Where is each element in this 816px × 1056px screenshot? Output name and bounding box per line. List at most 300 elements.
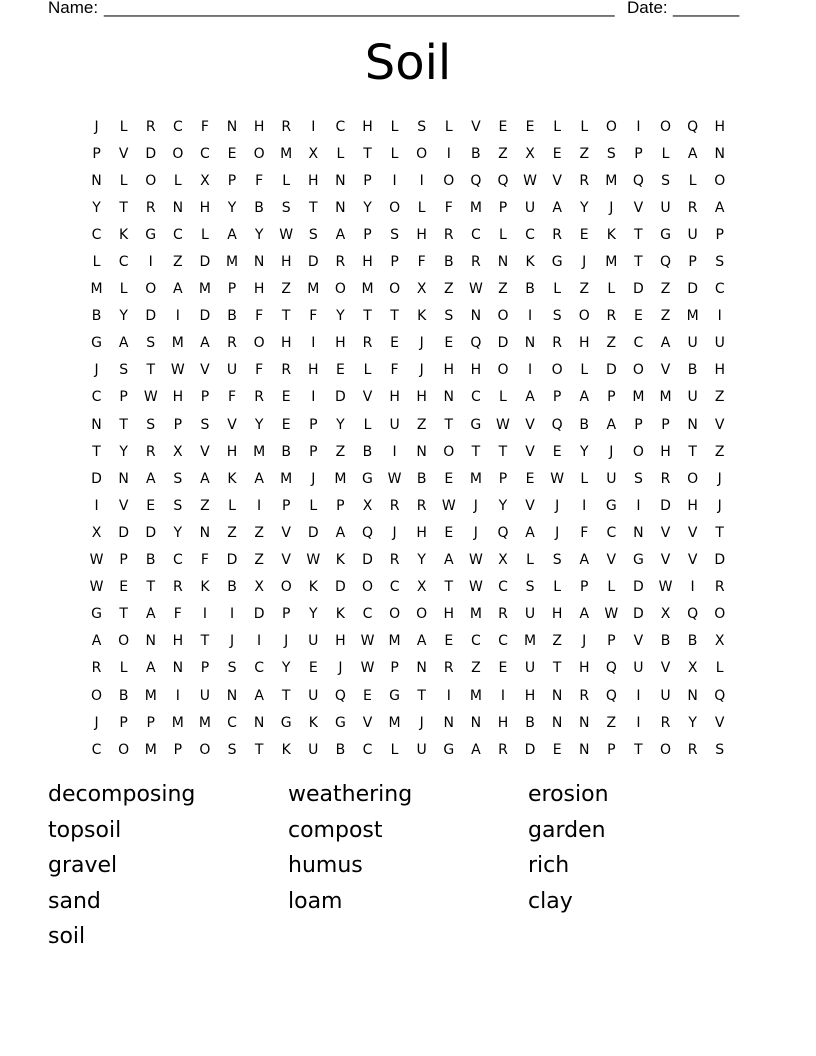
grid-letter: O <box>416 145 428 162</box>
grid-letter: W <box>170 362 185 379</box>
grid-letter: R <box>660 470 671 487</box>
grid-letter: B <box>579 416 590 433</box>
grid-letter: R <box>362 335 373 352</box>
grid-letter: J <box>94 118 99 135</box>
grid-letter: I <box>446 687 451 704</box>
grid-letter: Z <box>579 145 590 162</box>
grid-letter: H <box>308 362 319 379</box>
grid-letter: M <box>686 308 699 325</box>
grid-letter: R <box>443 660 454 677</box>
grid-letter: R <box>281 118 292 135</box>
grid-letter: Q <box>334 687 346 704</box>
grid-letter: D <box>145 145 157 162</box>
grid-letter: S <box>715 741 725 758</box>
grid-letter: A <box>525 524 535 541</box>
grid-letter: I <box>446 145 451 162</box>
grid-letter: W <box>441 497 456 514</box>
grid-letter: W <box>143 389 158 406</box>
grid-letter: J <box>419 335 424 352</box>
grid-letter: Y <box>498 497 508 514</box>
grid-letter: G <box>280 714 292 731</box>
word-list-item: erosion <box>528 782 609 807</box>
grid-letter: U <box>308 741 319 758</box>
grid-letter: A <box>660 335 671 352</box>
word-list <box>48 780 768 958</box>
grid-letter: V <box>660 362 671 379</box>
grid-letter: I <box>717 308 722 325</box>
grid-letter: I <box>94 497 99 514</box>
grid-letter: O <box>145 281 157 298</box>
word-list-item: sand <box>48 888 101 914</box>
grid-letter: N <box>687 416 698 433</box>
grid-letter: Y <box>254 416 264 433</box>
grid-letter: N <box>714 145 725 162</box>
grid-letter: H <box>714 118 725 135</box>
grid-letter: M <box>225 254 239 271</box>
grid-letter: Q <box>470 172 482 189</box>
grid-letter: H <box>280 254 292 271</box>
grid-letter: U <box>633 660 644 677</box>
grid-letter: T <box>688 443 697 460</box>
grid-letter: V <box>200 362 210 379</box>
grid-letter: T <box>119 606 128 623</box>
grid-letter: R <box>145 118 156 135</box>
grid-letter: R <box>498 741 508 758</box>
grid-letter: I <box>257 497 262 514</box>
grid-letter: A <box>145 660 156 677</box>
name-blank-line[interactable]: ______________________________________________________ <box>104 0 615 17</box>
grid-letter: V <box>362 714 373 731</box>
grid-letter: Q <box>632 172 644 189</box>
grid-letter: N <box>524 335 536 352</box>
grid-letter: W <box>279 226 294 243</box>
grid-letter: T <box>281 687 291 704</box>
grid-letter: X <box>714 633 725 650</box>
grid-letter: L <box>282 172 291 189</box>
grid-letter: S <box>661 172 670 189</box>
grid-letter: M <box>307 281 320 298</box>
grid-letter: A <box>416 633 427 650</box>
grid-letter: J <box>392 524 397 541</box>
grid-letter: M <box>171 335 184 352</box>
grid-row <box>83 248 734 275</box>
grid-letter: N <box>416 660 427 677</box>
grid-letter: M <box>90 281 103 298</box>
grid-letter: D <box>145 524 157 541</box>
grid-letter: I <box>202 606 207 623</box>
grid-letter: T <box>417 687 426 704</box>
grid-letter: O <box>605 118 617 135</box>
grid-letter: I <box>690 579 695 596</box>
grid-letter: M <box>632 389 645 406</box>
grid-letter: W <box>360 660 375 677</box>
grid-letter: P <box>119 714 128 731</box>
grid-letter: D <box>118 524 130 541</box>
grid-letter: E <box>227 145 237 162</box>
grid-letter: H <box>660 443 671 460</box>
grid-letter: A <box>254 470 264 487</box>
grid-letter: U <box>524 199 536 216</box>
grid-letter: T <box>444 579 454 596</box>
grid-letter: X <box>660 606 671 623</box>
grid-letter: O <box>253 335 265 352</box>
grid-letter: N <box>633 524 644 541</box>
grid-letter: U <box>416 741 427 758</box>
grid-letter: S <box>119 362 129 379</box>
grid-letter: Y <box>119 443 128 460</box>
grid-letter: U <box>687 226 698 243</box>
grid-letter: A <box>579 552 590 569</box>
grid-letter: J <box>582 633 587 650</box>
grid-letter: O <box>660 741 672 758</box>
word-list-item: topsoil <box>48 817 122 843</box>
grid-letter: P <box>173 741 183 758</box>
grid-letter: M <box>659 389 672 406</box>
grid-letter: Q <box>361 524 373 541</box>
grid-letter: E <box>525 118 535 135</box>
grid-letter: D <box>91 470 102 487</box>
grid-row <box>83 113 734 140</box>
grid-letter: D <box>497 335 509 352</box>
grid-letter: G <box>470 416 482 433</box>
grid-letter: V <box>660 660 671 677</box>
grid-letter: L <box>499 226 507 243</box>
grid-letter: W <box>496 416 510 433</box>
grid-letter: S <box>552 308 562 325</box>
grid-letter: P <box>715 226 724 243</box>
grid-letter: V <box>525 497 535 514</box>
grid-row <box>83 276 734 303</box>
grid-letter: Y <box>417 552 426 569</box>
grid-letter: L <box>553 579 562 596</box>
grid-letter: A <box>145 470 156 487</box>
grid-letter: M <box>388 714 401 731</box>
grid-letter: D <box>633 281 644 298</box>
grid-letter: I <box>392 443 397 460</box>
grid-letter: R <box>281 362 292 379</box>
grid-letter: C <box>633 335 644 352</box>
grid-letter: P <box>281 606 291 623</box>
grid-letter: H <box>551 606 563 623</box>
grid-letter: Y <box>688 714 697 731</box>
grid-letter: R <box>687 741 698 758</box>
grid-letter: E <box>335 362 345 379</box>
grid-letter: H <box>443 362 455 379</box>
grid-letter: J <box>717 497 722 514</box>
grid-letter: T <box>309 199 318 216</box>
grid-letter: J <box>284 633 289 650</box>
grid-letter: M <box>469 470 482 487</box>
grid-letter: A <box>254 687 264 704</box>
grid-letter: I <box>257 633 262 650</box>
grid-letter: C <box>714 281 725 298</box>
grid-letter: N <box>335 172 346 189</box>
grid-letter: M <box>280 470 293 487</box>
grid-letter: S <box>606 145 616 162</box>
grid-letter: I <box>636 497 641 514</box>
grid-letter: K <box>525 254 535 271</box>
grid-letter: E <box>281 389 291 406</box>
grid-letter: N <box>551 687 563 704</box>
grid-letter: P <box>607 633 616 650</box>
grid-letter: I <box>500 687 506 704</box>
grid-letter: G <box>605 497 617 514</box>
grid-letter: P <box>119 552 128 569</box>
word-list-item: compost <box>288 817 383 843</box>
grid-letter: H <box>335 335 346 352</box>
grid-letter: B <box>660 633 671 650</box>
grid-letter: C <box>362 606 373 623</box>
grid-letter: N <box>172 660 184 677</box>
grid-letter: X <box>91 524 102 541</box>
grid-letter: L <box>607 579 616 596</box>
grid-letter: F <box>200 552 209 569</box>
grid-letter: R <box>470 254 481 271</box>
grid-letter: D <box>145 308 157 325</box>
grid-letter: H <box>443 606 455 623</box>
grid-letter: A <box>714 199 725 216</box>
grid-letter: L <box>580 118 589 135</box>
grid-letter: Q <box>605 660 617 677</box>
grid-letter: H <box>280 335 292 352</box>
grid-letter: Z <box>498 281 508 298</box>
grid-letter: O <box>714 172 726 189</box>
grid-letter: E <box>308 660 318 677</box>
grid-letter: V <box>281 552 291 569</box>
grid-letter: L <box>553 281 562 298</box>
grid-letter: S <box>552 552 562 569</box>
grid-letter: V <box>118 145 129 162</box>
grid-letter: P <box>634 145 643 162</box>
grid-letter: P <box>173 416 183 433</box>
grid-letter: C <box>118 254 129 271</box>
grid-letter: X <box>200 172 210 189</box>
grid-letter: R <box>443 226 454 243</box>
grid-letter: C <box>91 741 102 758</box>
grid-letter: C <box>335 118 346 135</box>
grid-letter: X <box>416 281 427 298</box>
grid-letter: Z <box>200 497 210 514</box>
grid-letter: L <box>119 660 128 677</box>
grid-letter: J <box>473 497 478 514</box>
grid-letter: S <box>227 741 237 758</box>
grid-letter: O <box>91 687 103 704</box>
grid-letter: N <box>443 714 454 731</box>
grid-letter: R <box>172 579 183 596</box>
grid-letter: B <box>91 308 102 325</box>
grid-letter: I <box>229 606 235 623</box>
grid-letter: I <box>311 118 316 135</box>
grid-letter: T <box>552 660 562 677</box>
grid-letter: L <box>119 281 128 298</box>
grid-letter: L <box>417 199 426 216</box>
grid-letter: M <box>524 633 537 650</box>
grid-letter: U <box>687 389 698 406</box>
grid-letter: T <box>200 633 210 650</box>
grid-letter: C <box>362 741 373 758</box>
grid-letter: X <box>416 579 427 596</box>
grid-letter: J <box>555 497 560 514</box>
grid-letter: I <box>175 308 180 325</box>
grid-letter: Q <box>660 254 672 271</box>
grid-letter: Z <box>714 389 725 406</box>
grid-letter: N <box>497 254 509 271</box>
grid-letter: F <box>580 524 589 541</box>
grid-letter: X <box>687 660 698 677</box>
grid-row <box>83 519 734 546</box>
grid-letter: D <box>226 552 238 569</box>
word-list-item: garden <box>528 817 606 843</box>
grid-letter: H <box>308 172 319 189</box>
grid-letter: R <box>498 606 508 623</box>
grid-letter: B <box>227 308 237 325</box>
grid-row <box>83 709 734 736</box>
grid-letter: B <box>443 254 454 271</box>
grid-letter: A <box>335 226 346 243</box>
grid-letter: Z <box>173 254 183 271</box>
grid-letter: B <box>687 633 698 650</box>
grid-letter: F <box>255 308 264 325</box>
grid-letter: E <box>390 335 399 352</box>
word-list-item: decomposing <box>48 782 196 807</box>
grid-letter: A <box>687 145 698 162</box>
grid-letter: D <box>335 579 346 596</box>
grid-letter: B <box>416 470 427 487</box>
grid-letter: Z <box>606 335 617 352</box>
grid-letter: P <box>661 416 670 433</box>
grid-letter: L <box>390 145 399 162</box>
grid-letter: S <box>200 416 210 433</box>
grid-letter: F <box>390 362 399 379</box>
grid-letter: O <box>199 741 211 758</box>
grid-letter: F <box>309 308 318 325</box>
grid-letter: P <box>607 389 616 406</box>
grid-letter: J <box>555 524 560 541</box>
date-blank-line[interactable]: _______ <box>673 0 740 17</box>
grid-letter: M <box>469 199 482 216</box>
grid-letter: I <box>636 118 641 135</box>
grid-row <box>83 330 734 357</box>
grid-letter: W <box>468 281 483 298</box>
grid-letter: Q <box>470 335 482 352</box>
grid-letter: E <box>363 687 372 704</box>
grid-letter: I <box>582 497 587 514</box>
grid-letter: M <box>605 172 618 189</box>
grid-letter: E <box>498 660 508 677</box>
grid-letter: Y <box>173 524 183 541</box>
grid-letter: O <box>389 281 401 298</box>
grid-letter: U <box>606 470 617 487</box>
grid-letter: L <box>363 416 372 433</box>
grid-letter: O <box>551 362 563 379</box>
grid-letter: K <box>200 579 210 596</box>
grid-letter: J <box>582 254 587 271</box>
grid-letter: O <box>687 470 699 487</box>
grid-letter: K <box>335 552 345 569</box>
grid-letter: I <box>527 362 533 379</box>
grid-letter: C <box>91 389 102 406</box>
grid-letter: N <box>253 254 265 271</box>
grid-letter: V <box>471 118 481 135</box>
grid-letter: C <box>91 226 102 243</box>
grid-letter: U <box>524 660 536 677</box>
grid-letter: G <box>334 714 346 731</box>
grid-letter: N <box>470 308 482 325</box>
grid-letter: J <box>419 714 424 731</box>
grid-letter: E <box>444 524 454 541</box>
grid-letter: G <box>443 741 455 758</box>
grid-letter: U <box>226 362 238 379</box>
grid-letter: D <box>335 389 346 406</box>
grid-letter: A <box>173 281 183 298</box>
grid-letter: F <box>173 606 182 623</box>
grid-letter: L <box>607 281 616 298</box>
grid-letter: L <box>228 497 236 514</box>
grid-letter: J <box>229 633 235 650</box>
grid-letter: H <box>253 281 265 298</box>
grid-letter: C <box>200 145 210 162</box>
grid-letter: D <box>362 552 373 569</box>
grid-letter: D <box>687 281 698 298</box>
grid-letter: C <box>470 633 481 650</box>
grid-letter: E <box>552 443 562 460</box>
grid-letter: L <box>661 145 670 162</box>
grid-letter: M <box>469 687 482 704</box>
grid-letter: O <box>497 308 509 325</box>
grid-letter: H <box>497 714 509 731</box>
grid-letter: P <box>309 443 318 460</box>
grid-letter: P <box>200 660 210 677</box>
grid-letter: T <box>146 579 156 596</box>
grid-letter: P <box>688 254 697 271</box>
grid-letter: L <box>580 470 589 487</box>
grid-letter: B <box>525 281 535 298</box>
grid-letter: H <box>714 362 725 379</box>
grid-letter: P <box>580 579 589 596</box>
grid-letter: L <box>688 172 697 189</box>
grid-letter: A <box>227 226 237 243</box>
grid-letter: H <box>362 254 373 271</box>
grid-letter: B <box>281 443 291 460</box>
grid-letter: D <box>307 524 319 541</box>
grid-letter: D <box>253 606 265 623</box>
grid-letter: O <box>497 362 509 379</box>
grid-letter: K <box>119 226 129 243</box>
grid-letter: S <box>444 308 454 325</box>
grid-letter: T <box>146 362 156 379</box>
grid-letter: V <box>660 524 671 541</box>
grid-letter: C <box>498 633 508 650</box>
grid-letter: T <box>119 199 128 216</box>
grid-letter: N <box>687 687 698 704</box>
grid-letter: P <box>498 199 508 216</box>
grid-letter: M <box>144 687 157 704</box>
grid-letter: S <box>173 497 183 514</box>
grid-letter: V <box>714 416 725 433</box>
grid-letter: J <box>473 524 478 541</box>
grid-letter: N <box>199 524 211 541</box>
grid-letter: V <box>687 552 698 569</box>
grid-letter: L <box>309 497 318 514</box>
grid-letter: M <box>144 741 157 758</box>
grid-letter: P <box>336 497 345 514</box>
grid-letter: U <box>660 687 671 704</box>
grid-letter: R <box>579 172 590 189</box>
grid-letter: C <box>227 714 237 731</box>
grid-letter: B <box>335 741 346 758</box>
grid-letter: N <box>253 714 265 731</box>
grid-letter: Z <box>254 524 264 541</box>
